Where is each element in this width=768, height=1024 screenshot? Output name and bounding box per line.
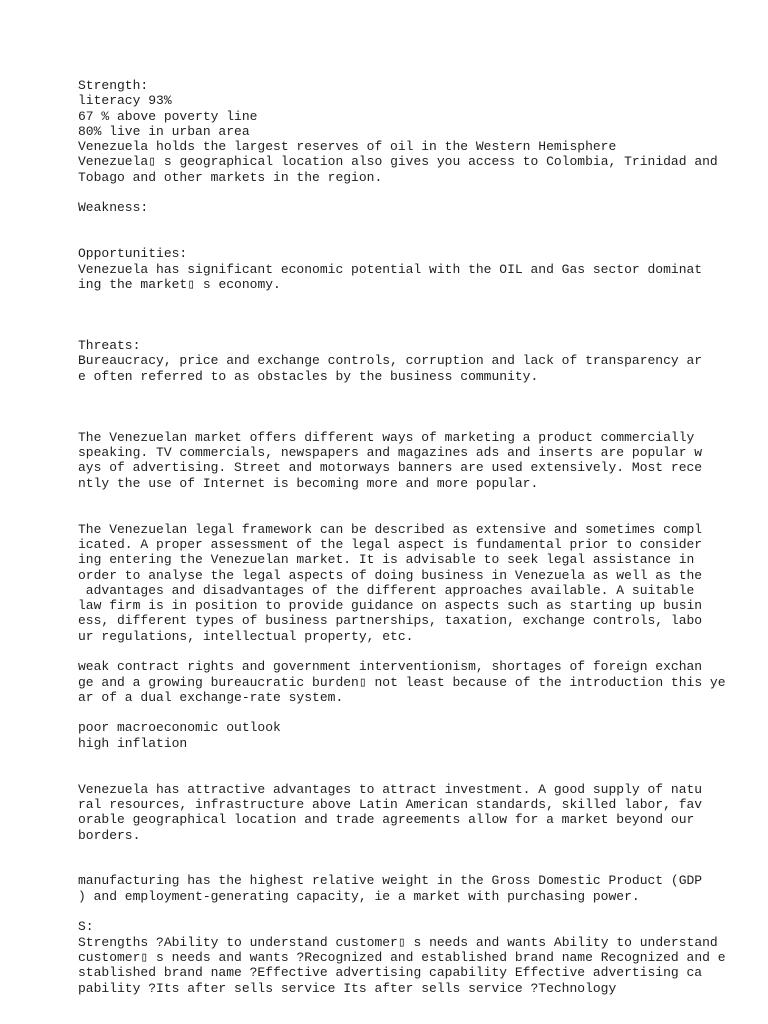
text-line: [78, 216, 718, 231]
text-line: weak contract rights and government interventionism, shortages of foreign exchan: [78, 659, 703, 675]
text-line: manufacturing has the highest relative weight in the Gross Domestic Product (GDP: [78, 873, 703, 889]
text-line: ge and a growing bureaucratic burden▯ not least because of the introduction this ye: [78, 674, 726, 690]
text-line: [78, 843, 718, 858]
text-line: Tobago and other markets in the region.: [78, 169, 383, 185]
text-line: ing entering the Venezuelan market. It is advisable to seek legal assistance in: [78, 552, 695, 568]
text-line: law firm is in position to provide guidance on aspects such as starting up busin: [78, 598, 703, 614]
text-line: Venezuela holds the largest reserves of oil in the Western Hemisphere: [78, 139, 617, 155]
text-line: Venezuela has attractive advantages to attract investment. A good supply of natu: [78, 781, 703, 797]
text-line: orable geographical location and trade agreements allow for a market beyond our: [78, 812, 695, 828]
text-line: stablished brand name ?Effective advertising capability Effective advertising ca: [78, 965, 703, 981]
text-line: [78, 292, 718, 307]
text-line: [78, 858, 718, 873]
text-line: ) and employment-generating capacity, ie a market with purchasing power.: [78, 888, 640, 904]
text-line: speaking. TV commercials, newspapers and magazines ads and inserts are popular w: [78, 445, 703, 461]
text-line: 67 % above poverty line: [78, 108, 258, 124]
text-line: order to analyse the legal aspects of doing business in Venezuela as well as the: [78, 567, 703, 583]
text-line: literacy 93%: [78, 93, 172, 109]
text-line: Opportunities:: [78, 246, 188, 262]
text-line: ur regulations, intellectual property, etc.: [78, 628, 414, 644]
text-line: Venezuela▯ s geographical location also gives you access to Colombia, Trinidad and: [78, 154, 718, 170]
text-line: poor macroeconomic outlook: [78, 720, 281, 736]
text-line: Strengths ?Ability to understand customer▯ s needs and wants Ability to understand: [78, 934, 718, 950]
text-line: [78, 506, 718, 521]
text-line: [78, 491, 718, 506]
text-line: [78, 185, 718, 200]
text-line: [78, 323, 718, 338]
text-line: Venezuela has significant economic potential with the OIL and Gas sector dominat: [78, 261, 703, 277]
text-line: ays of advertising. Street and motorways banners are used extensively. Most rece: [78, 460, 703, 476]
text-line: ntly the use of Internet is becoming more and more popular.: [78, 475, 539, 491]
document-body: [78, 78, 726, 996]
text-line: [78, 766, 718, 781]
text-line: S:: [78, 919, 94, 935]
text-line: customer▯ s needs and wants ?Recognized and established brand name Recognized and e: [78, 949, 726, 965]
text-line: e often referred to as obstacles by the business community.: [78, 368, 539, 384]
text-line: icated. A proper assessment of the legal aspect is fundamental prior to consider: [78, 536, 703, 552]
text-line: [78, 751, 718, 766]
text-line: [78, 231, 718, 246]
text-line: ar of a dual exchange-rate system.: [78, 689, 344, 705]
text-line: pability ?Its after sells service Its after sells service ?Technology: [78, 980, 617, 996]
text-line: 80% live in urban area: [78, 123, 250, 139]
text-line: advantages and disadvantages of the different approaches available. A suitable: [78, 582, 695, 598]
text-line: [78, 904, 718, 919]
text-line: Strength:: [78, 78, 149, 93]
text-line: [78, 399, 718, 414]
text-line: Weakness:: [78, 200, 149, 216]
text-line: borders.: [78, 827, 141, 843]
text-line: high inflation: [78, 735, 188, 751]
text-line: [78, 384, 718, 399]
text-line: ral resources, infrastructure above Latin American standards, skilled labor, fav: [78, 796, 703, 812]
text-line: ing the market▯ s economy.: [78, 276, 281, 292]
text-line: The Venezuelan market offers different ways of marketing a product commercially: [78, 429, 695, 445]
text-line: [78, 705, 718, 720]
text-line: Bureaucracy, price and exchange controls, corruption and lack of transparency ar: [78, 353, 703, 369]
text-line: [78, 307, 718, 322]
text-line: The Venezuelan legal framework can be described as extensive and sometimes compl: [78, 521, 703, 537]
text-line: [78, 415, 718, 430]
text-line: Threats:: [78, 338, 141, 354]
text-line: [78, 644, 718, 659]
text-line: ess, different types of business partnerships, taxation, exchange controls, labo: [78, 613, 703, 629]
